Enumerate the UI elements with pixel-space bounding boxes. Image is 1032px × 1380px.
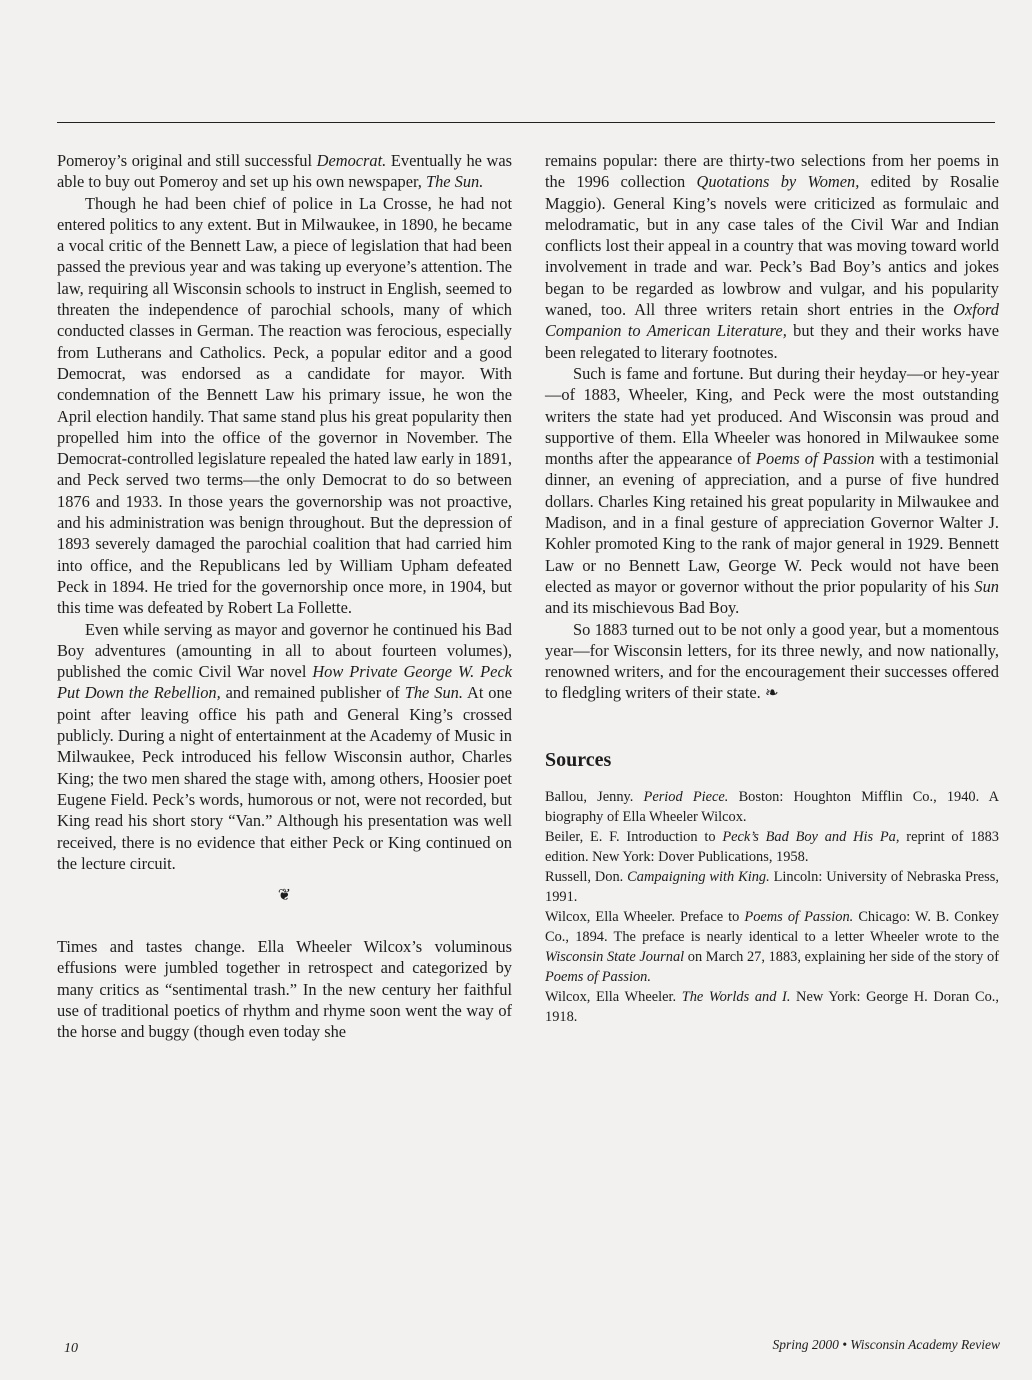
- paragraph: [57, 619, 512, 875]
- paragraph: Though he had been chief of police in La Crosse, he had not entered politics to any extent. But in Milwaukee, in 1890, he became a vocal critic of the Bennett Law, a piece of legislation that had been passed the previous year and was taking up everyone’s attention. The law, requiring all Wisconsin schools to instruct in English, seemed to threaten the independence of parochial schools, many of which conducted classes in German. The reaction was ferocious, especially from Lutherans and Catholics. Peck, a popular editor and a good Democrat, was endorsed as a candidate for mayor. With condemnation of the Bennett Law his primary issue, he won the April election handily. That same stand plus his great popularity then propelled him into the office of the governor in November. The Democrat-controlled legislature repealed the hated law early in 1891, and Peck served two terms—the only Democrat to do so between 1876 and 1933. In those years the governorship was not proactive, and his administration was benign throughout. But the depression of 1893 severely damaged the parochial coalition that had carried him into office, and the Republicans led by William Upham defeated Peck in 1894. He tried for the governorship once more, in 1904, but this time was defeated by Robert La Follette.: [57, 193, 512, 618]
- source-entry: [545, 827, 999, 867]
- italic-title: Campaigning with King.: [627, 869, 770, 886]
- paragraph: Times and tastes change. Ella Wheeler Wilcox’s voluminous effusions were jumbled together in retrospect and categorized by many critics as “sentimental trash.” In the new century her faithful use of traditional poetics of rhythm and rhyme soon went the way of the horse and buggy (though even today she: [57, 937, 512, 1042]
- text-run: Pomeroy’s original and still successful: [57, 151, 317, 170]
- italic-title: Peck’s Bad Boy and His Pa,: [722, 829, 900, 846]
- header-rule: [57, 122, 995, 123]
- text-run: At one point after leaving office his path and General King’s crossed publicly. During a night of entertainment at the Academy of Music in Milwaukee, Peck introduced his fellow Wisconsin author, Charles King; the two men shared the stage with, among others, Hoosier poet Eugene Field. Peck’s words, humorous or not, were not recorded, but King read his short story “Van.” Although his presentation was well received, there is no evidence that either Peck or King continued on the lecture circuit.: [57, 683, 512, 873]
- italic-title: Poems of Passion.: [744, 909, 854, 926]
- source-entry: [545, 907, 999, 987]
- italic-title: The Worlds and I.: [681, 989, 791, 1006]
- italic-title: Oxford Companion to American Literature,: [545, 300, 999, 341]
- left-column: [57, 150, 512, 1043]
- page-number: 10: [64, 1341, 78, 1356]
- text-run: remains popular: there are thirty-two selections from her poems in the 1996 collection: [545, 151, 999, 192]
- italic-title: How Private George W. Peck Put Down the Rebellion,: [57, 662, 512, 703]
- section-break-ornament-icon: ❦: [277, 887, 292, 905]
- text-run: Lincoln: University of Nebraska Press, 1991.: [545, 869, 999, 906]
- paragraph: [545, 363, 999, 619]
- right-column: [545, 150, 999, 1027]
- text-run: reprint of 1883 edition. New York: Dover Publications, 1958.: [545, 829, 999, 866]
- italic-title: The Sun.: [425, 172, 484, 192]
- text-run: and remained publisher of: [220, 683, 405, 703]
- source-entry: [545, 987, 999, 1027]
- paragraph: [57, 150, 512, 193]
- italic-title: Democrat.: [316, 151, 387, 170]
- text-run: Wilcox, Ella Wheeler.: [545, 989, 682, 1006]
- text-run: Such is fame and fortune. But during their heyday—or hey-year—of 1883, Wheeler, King, and Peck were the most outstanding writers the state had yet produced. And Wisconsin was proud and supportive of them. Ella Wheeler was honored in Milwaukee some months after the appearance of: [545, 363, 999, 469]
- sources-heading: Sources: [545, 748, 612, 771]
- text-run: and its mischievous Bad Boy.: [545, 598, 740, 618]
- italic-title: The Sun.: [404, 683, 463, 703]
- text-run: Russell, Don.: [545, 869, 628, 886]
- text-run: Beiler, E. F. Introduction to: [545, 829, 723, 846]
- text-run: with a testimonial dinner, an evening of appreciation, and a purse of five hundred dollars. Charles King retained his great popularity in Milwaukee and Madison, and in a final gesture of appreciation Governor Walter J. Kohler promoted King to the rank of major general in 1929. Bennett Law or no Bennett Law, George W. Peck would not have been elected as mayor or governor without the prior popularity of his: [545, 449, 999, 596]
- italic-title: Poems of Passion: [756, 449, 875, 469]
- text-run: Eventually he was able to buy out Pomeroy and set up his own newspaper,: [57, 151, 512, 192]
- source-entry: [545, 867, 999, 907]
- text-run: Boston: Houghton Mifflin Co., 1940. A biography of Ella Wheeler Wilcox.: [545, 789, 999, 826]
- source-entry: [545, 787, 999, 827]
- italic-title: Wisconsin State Journal: [545, 949, 685, 966]
- italic-title: Quotations by Women,: [696, 172, 860, 192]
- paragraph: So 1883 turned out to be not only a good year, but a momentous year—for Wisconsin letters, for its three newly, and now nationally, renowned writers, and for the encouragement their successes offered to fledgling writers of their state. ❧: [545, 619, 999, 703]
- text-run: but they and their works have been relegated to literary footnotes.: [545, 321, 999, 362]
- text-run: New York: George H. Doran Co., 1918.: [545, 989, 999, 1026]
- issue-footer: Spring 2000 • Wisconsin Academy Review: [772, 1337, 1000, 1352]
- text-run: Chicago: W. B. Conkey Co., 1894. The preface is nearly identical to a letter Wheeler wrote to the: [545, 909, 999, 946]
- paragraph: [545, 150, 999, 363]
- text-run: edited by Rosalie Maggio). General King’s novels were criticized as formulaic and melodramatic, but in any case tales of the Civil War and Indian conflicts lost their appeal in a country that was moving toward world involvement in trade and war. Peck’s Bad Boy’s antics and jokes began to be regarded as lowbrow and vulgar, and his popularity waned, too. All three writers retain short entries in the: [545, 172, 999, 320]
- text-run: Even while serving as mayor and governor he continued his Bad Boy adventures (amounting in all to about fourteen volumes), published the comic Civil War novel: [57, 619, 512, 682]
- text-run: Wilcox, Ella Wheeler. Preface to: [545, 909, 745, 926]
- italic-title: Poems of Passion.: [545, 969, 651, 986]
- italic-title: Period Piece.: [643, 789, 729, 806]
- text-run: Ballou, Jenny.: [545, 789, 644, 806]
- italic-title: Sun: [974, 576, 999, 596]
- text-run: on March 27, 1883, explaining her side of the story of: [684, 949, 999, 966]
